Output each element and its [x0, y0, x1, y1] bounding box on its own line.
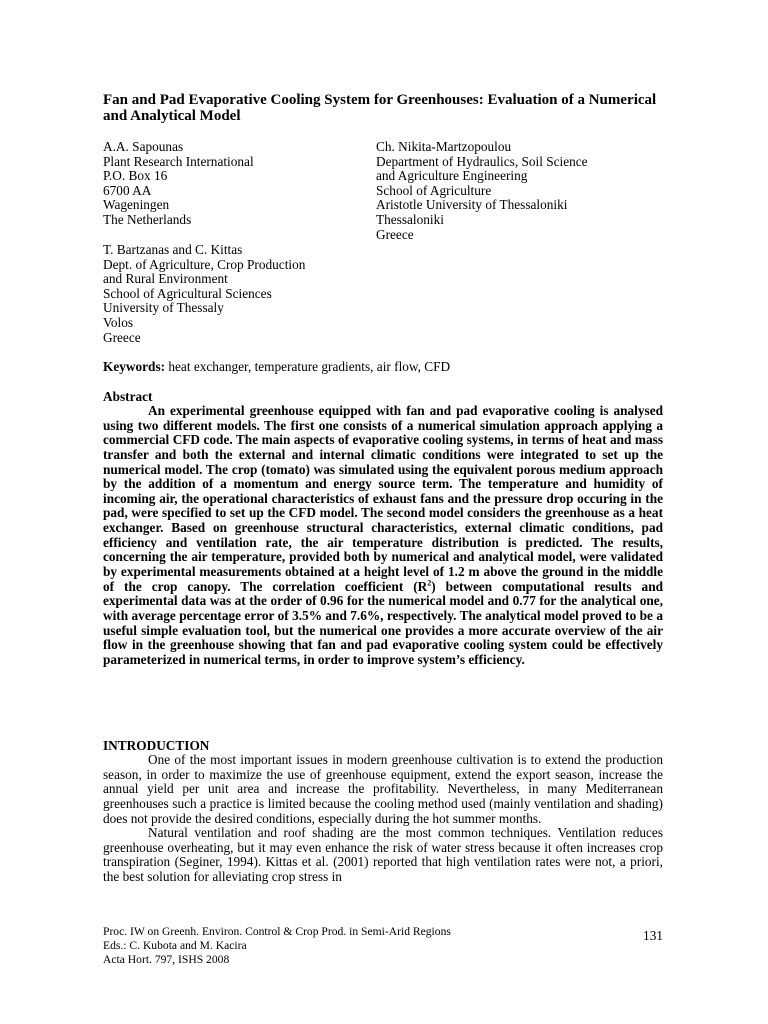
author-line: Greece: [376, 226, 414, 242]
author-line: Aristotle University of Thessaloniki: [376, 197, 568, 213]
author-line: Ch. Nikita-Martzopoulou: [376, 139, 512, 154]
introduction-body: [103, 753, 663, 885]
footer-line: Acta Hort. 797, ISHS 2008: [103, 953, 230, 967]
paper-page: [103, 0, 663, 1024]
author-affiliation-right: [376, 140, 663, 242]
author-line: The Netherlands: [103, 211, 192, 227]
paragraph: One of the most important issues in modern greenhouse cultivation is to extend the production season, in order to maximize the use of greenhouse equipment, extend the export season, increase the annual yield per unit area and increase the profitability. Nevertheless, in many Mediterranean greenhouses such a practice is limited because the cooling method used (mainly ventilation and shading) does not provide the desired conditions, especially during the hot summer months.: [103, 752, 663, 826]
author-line: A.A. Sapounas: [103, 139, 184, 154]
author-line: Wageningen: [103, 197, 170, 213]
abstract-text: ) between computational results and experimental data was at the order of 0.96 for the numerical model and 0.77 for the analytical one, with average percentage error of 3.5% and 7.6%, respectively. The analytical model proved to be a useful simple evaluation tool, but the numerical one provides a more accurate overview of the air flow in the greenhouse showing that fan and pad evaporative cooling system could be effectively parameterized in numerical terms, in order to improve system’s efficiency.: [103, 578, 663, 667]
abstract-text: An experimental greenhouse equipped with fan and pad evaporative cooling is analysed using two different models. The first one consists of a numerical simulation approach applying a commercial CFD code. The main aspects of evaporative cooling systems, in terms of heat and mass transfer and both the external and internal climatic conditions were integrated to set up the numerical model. The crop (tomato) was simulated using the equivalent porous medium approach by the addition of a momentum and energy source term. The temperature and humidity of incoming air, the operational characteristics of exhaust fans and the pressure drop occuring in the pad, were specified to set up the CFD model. The second model considers the greenhouse as a heat exchanger. Based on greenhouse structural characteristics, external climatic conditions, pad efficiency and ventilation rate, the air temperature distribution is predicted. The results, concerning the air temperature, provided both by numerical and analytical model, were validated by experimental measurements obtained at a height level of 1.2 m above the ground in the middle of the crop canopy. The correlation coefficient (R: [103, 403, 663, 594]
keywords-text: heat exchanger, temperature gradients, air flow, CFD: [165, 359, 451, 374]
page-number: 131: [643, 928, 663, 943]
author-line: Volos: [103, 314, 134, 330]
author-affiliation-left: [103, 140, 373, 228]
citation-footer: [103, 925, 663, 968]
author-line: Greece: [103, 329, 141, 345]
author-line: T. Bartzanas and C. Kittas: [103, 242, 243, 257]
author-line: University of Thessaly: [103, 300, 224, 316]
paragraph: Natural ventilation and roof shading are the most common techniques. Ventilation reduces greenhouse overheating, but it may even enhance the risk of water stress because it often increases crop transpiration (Seginer, 1994). Kittas et al. (2001) reported that high ventilation rates were not, a priori, the best solution for alleviating crop stress in: [103, 825, 663, 885]
paper-title: Fan and Pad Evaporative Cooling System for Greenhouses: Evaluation of a Numerical and Analytical Model: [103, 92, 657, 124]
author-line: School of Agricultural Sciences: [103, 285, 272, 301]
abstract-heading: Abstract: [103, 389, 153, 404]
author-line: P.O. Box 16: [103, 168, 168, 184]
superscript: 2: [427, 578, 432, 588]
author-line: and Agriculture Engineering: [376, 168, 528, 184]
author-line: Department of Hydraulics, Soil Science: [376, 153, 588, 169]
footer-line: Proc. IW on Greenh. Environ. Control & Crop Prod. in Semi-Arid Regions: [103, 925, 451, 938]
abstract-body: [103, 404, 663, 668]
footer-line: Eds.: C. Kubota and M. Kacira: [103, 939, 247, 953]
author-line: Plant Research International: [103, 153, 254, 169]
author-line: Thessaloniki: [376, 211, 444, 227]
author-affiliation-second: [103, 243, 373, 345]
author-line: and Rural Environment: [103, 271, 228, 287]
keywords-line: [103, 360, 663, 375]
author-line: School of Agriculture: [376, 182, 492, 198]
introduction-heading: INTRODUCTION: [103, 738, 210, 753]
keywords-label: Keywords:: [103, 359, 166, 374]
author-line: Dept. of Agriculture, Crop Production: [103, 256, 306, 272]
author-line: 6700 AA: [103, 182, 152, 198]
